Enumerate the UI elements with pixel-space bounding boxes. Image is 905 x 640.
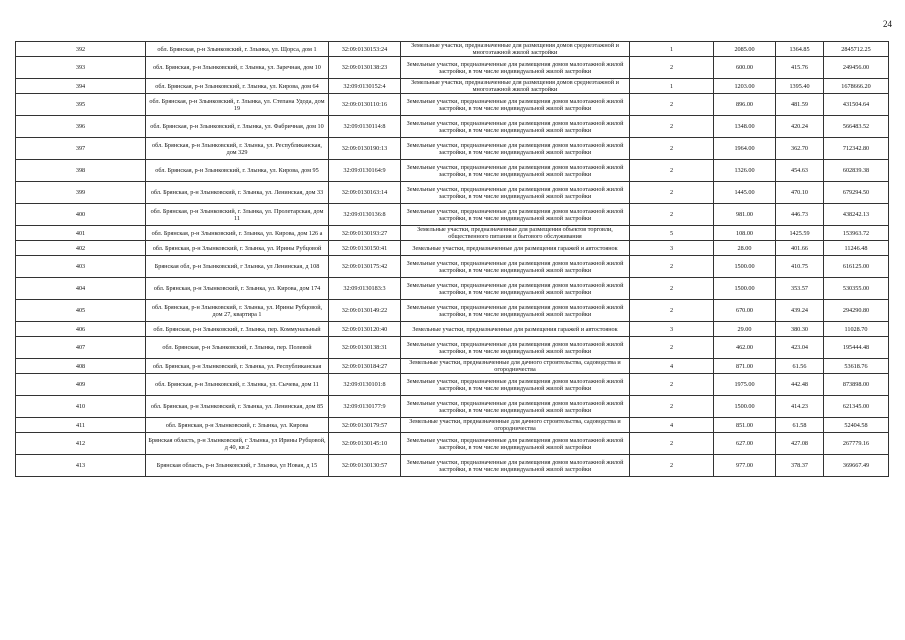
group-cell: 2 — [630, 204, 714, 226]
group-cell: 2 — [630, 433, 714, 455]
cadastral-value-cell: 530355.00 — [824, 278, 889, 300]
group-cell: 2 — [630, 374, 714, 396]
cadastral-value-cell: 369667.49 — [824, 455, 889, 477]
table-row — [16, 138, 889, 160]
land-use-cell: Земельные участки, предназначенные для размещения гаражей и автостоянок — [401, 241, 630, 256]
land-use-cell: Земельные участки, предназначенные для размещения домов малоэтажной жилой застройки, в том числе индивидуальной жилой застройки — [401, 94, 630, 116]
specific-value-cell: 415.76 — [776, 57, 824, 79]
table-row — [16, 256, 889, 278]
cadastral-value-cell: 249456.00 — [824, 57, 889, 79]
land-use-cell: Земельные участки, предназначенные для размещения домов малоэтажной жилой застройки, в том числе индивидуальной жилой застройки — [401, 116, 630, 138]
cadastral-number-cell: 32:09:0130150:41 — [329, 241, 401, 256]
address-cell: обл. Брянская, р-н Злынковский, г. Злынка, ул. Ирины Рубцовой — [146, 241, 329, 256]
specific-value-cell: 439.24 — [776, 300, 824, 322]
cadastral-number-cell: 32:09:0130120:40 — [329, 322, 401, 337]
area-cell: 1203.00 — [714, 79, 776, 94]
area-cell: 851.00 — [714, 418, 776, 433]
cadastral-number-cell: 32:09:0130177:9 — [329, 396, 401, 418]
land-use-cell: Земельные участки, предназначенные для размещения домов малоэтажной жилой застройки, в том числе индивидуальной жилой застройки — [401, 433, 630, 455]
group-cell: 1 — [630, 42, 714, 57]
cadastral-value-cell: 712342.80 — [824, 138, 889, 160]
group-cell: 2 — [630, 116, 714, 138]
area-cell: 1964.00 — [714, 138, 776, 160]
table-row — [16, 226, 889, 241]
land-use-cell: Земельные участки, предназначенные для размещения домов малоэтажной жилой застройки, в том числе индивидуальной жилой застройки — [401, 57, 630, 79]
row-number: 403 — [16, 256, 146, 278]
cadastral-number-cell: 32:09:0130153:24 — [329, 42, 401, 57]
table-row — [16, 79, 889, 94]
land-use-cell: Земельные участки, предназначенные для размещения домов малоэтажной жилой застройки, в том числе индивидуальной жилой застройки — [401, 182, 630, 204]
specific-value-cell: 470.10 — [776, 182, 824, 204]
row-number: 394 — [16, 79, 146, 94]
specific-value-cell: 61.56 — [776, 359, 824, 374]
land-use-cell: Земельные участки, предназначенные для размещения домов малоэтажной жилой застройки, в том числе индивидуальной жилой застройки — [401, 278, 630, 300]
cadastral-number-cell: 32:09:0130110:16 — [329, 94, 401, 116]
group-cell: 2 — [630, 278, 714, 300]
cadastral-value-cell: 53618.76 — [824, 359, 889, 374]
area-cell: 1348.00 — [714, 116, 776, 138]
row-number: 402 — [16, 241, 146, 256]
cadastral-number-cell: 32:09:0130136:8 — [329, 204, 401, 226]
land-use-cell: Земельные участки, предназначенные для размещения домов среднеэтажной и многоэтажной жилой застройки — [401, 42, 630, 57]
address-cell: обл. Брянская, р-н Злынковский, г. Злынка, пер. Полевой — [146, 337, 329, 359]
cadastral-value-cell: 438242.13 — [824, 204, 889, 226]
cadastral-value-cell: 431504.64 — [824, 94, 889, 116]
table-row — [16, 433, 889, 455]
cadastral-value-cell: 873898.00 — [824, 374, 889, 396]
area-cell: 2085.00 — [714, 42, 776, 57]
area-cell: 977.00 — [714, 455, 776, 477]
row-number: 393 — [16, 57, 146, 79]
area-cell: 1445.00 — [714, 182, 776, 204]
cadastral-value-cell: 679294.50 — [824, 182, 889, 204]
address-cell: обл. Брянская, р-н Злынковский, г. Злынка, ул. Кирова, дом 64 — [146, 79, 329, 94]
address-cell: Брянская область, р-н Злынковский, г Злынка, ул Ирины Рубцовой, д 40, кв 2 — [146, 433, 329, 455]
cadastral-value-cell: 11028.70 — [824, 322, 889, 337]
row-number: 400 — [16, 204, 146, 226]
cadastral-number-cell: 32:09:0130152:4 — [329, 79, 401, 94]
cadastral-value-cell: 621345.00 — [824, 396, 889, 418]
row-number: 401 — [16, 226, 146, 241]
specific-value-cell: 481.59 — [776, 94, 824, 116]
row-number: 413 — [16, 455, 146, 477]
row-number: 404 — [16, 278, 146, 300]
group-cell: 2 — [630, 455, 714, 477]
land-use-cell: Земельные участки, предназначенные для размещения домов малоэтажной жилой застройки, в том числе индивидуальной жилой застройки — [401, 337, 630, 359]
land-use-cell: Земельные участки, предназначенные для дачного строительства, садоводства и огородничества — [401, 418, 630, 433]
row-number: 398 — [16, 160, 146, 182]
row-number: 395 — [16, 94, 146, 116]
table-row — [16, 42, 889, 57]
specific-value-cell: 454.63 — [776, 160, 824, 182]
cadastral-number-cell: 32:09:0130130:57 — [329, 455, 401, 477]
area-cell: 462.00 — [714, 337, 776, 359]
specific-value-cell: 446.73 — [776, 204, 824, 226]
address-cell: Брянская область, р-н Злынковский, г Злынка, ул Новая, д 15 — [146, 455, 329, 477]
cadastral-number-cell: 32:09:0130164:9 — [329, 160, 401, 182]
specific-value-cell: 353.57 — [776, 278, 824, 300]
table-row — [16, 374, 889, 396]
land-use-cell: Земельные участки, предназначенные для размещения домов малоэтажной жилой застройки, в том числе индивидуальной жилой застройки — [401, 455, 630, 477]
row-number: 412 — [16, 433, 146, 455]
land-use-cell: Земельные участки, предназначенные для размещения гаражей и автостоянок — [401, 322, 630, 337]
area-cell: 29.00 — [714, 322, 776, 337]
group-cell: 5 — [630, 226, 714, 241]
table-row — [16, 300, 889, 322]
address-cell: обл. Брянская, р-н Злынковский, г. Злынка, ул. Кирова, дом 174 — [146, 278, 329, 300]
cadastral-value-cell: 1678666.20 — [824, 79, 889, 94]
cadastral-value-cell: 195444.48 — [824, 337, 889, 359]
row-number: 405 — [16, 300, 146, 322]
row-number: 408 — [16, 359, 146, 374]
table-row — [16, 160, 889, 182]
cadastral-number-cell: 32:09:0130114:8 — [329, 116, 401, 138]
cadastral-number-cell: 32:09:0130101:8 — [329, 374, 401, 396]
specific-value-cell: 410.75 — [776, 256, 824, 278]
address-cell: обл. Брянская, р-н Злынковский, г. Злынка, ул. Ленинская, дом 33 — [146, 182, 329, 204]
specific-value-cell: 427.08 — [776, 433, 824, 455]
land-use-cell: Земельные участки, предназначенные для размещения объектов торговли, общественного питания и бытового обслуживания — [401, 226, 630, 241]
specific-value-cell: 362.70 — [776, 138, 824, 160]
row-number: 407 — [16, 337, 146, 359]
specific-value-cell: 1425.59 — [776, 226, 824, 241]
area-cell: 981.00 — [714, 204, 776, 226]
table-body — [16, 42, 889, 477]
area-cell: 1500.00 — [714, 396, 776, 418]
cadastral-value-cell: 602839.38 — [824, 160, 889, 182]
land-use-cell: Земельные участки, предназначенные для размещения домов малоэтажной жилой застройки, в том числе индивидуальной жилой застройки — [401, 204, 630, 226]
specific-value-cell: 378.37 — [776, 455, 824, 477]
cadastral-value-cell: 294290.80 — [824, 300, 889, 322]
table-row — [16, 57, 889, 79]
area-cell: 1326.00 — [714, 160, 776, 182]
land-registry-table — [15, 41, 889, 477]
land-use-cell: Земельные участки, предназначенные для размещения домов среднеэтажной и многоэтажной жилой застройки — [401, 79, 630, 94]
land-use-cell: Земельные участки, предназначенные для размещения домов малоэтажной жилой застройки, в том числе индивидуальной жилой застройки — [401, 160, 630, 182]
address-cell: обл. Брянская, р-н Злынковский, г. Злынка, ул. Кирова, дом 126 а — [146, 226, 329, 241]
area-cell: 28.00 — [714, 241, 776, 256]
address-cell: обл. Брянская, р-н Злынковский, г. Злынка, ул. Кирова, дом 95 — [146, 160, 329, 182]
area-cell: 670.00 — [714, 300, 776, 322]
group-cell: 1 — [630, 79, 714, 94]
land-use-cell: Земельные участки, предназначенные для размещения домов малоэтажной жилой застройки, в том числе индивидуальной жилой застройки — [401, 374, 630, 396]
cadastral-number-cell: 32:09:0130190:13 — [329, 138, 401, 160]
table-row — [16, 418, 889, 433]
specific-value-cell: 401.66 — [776, 241, 824, 256]
table-row — [16, 322, 889, 337]
address-cell: Брянская обл, р-н Злынковский, г Злынка, ул Ленинская, д 108 — [146, 256, 329, 278]
group-cell: 4 — [630, 359, 714, 374]
address-cell: обл. Брянская, р-н Злынковский, г. Злынка, ул. Ленинская, дом 85 — [146, 396, 329, 418]
area-cell: 896.00 — [714, 94, 776, 116]
address-cell: обл. Брянская, р-н Злынковский, г. Злынка, ул. Сычева, дом 11 — [146, 374, 329, 396]
specific-value-cell: 442.48 — [776, 374, 824, 396]
cadastral-value-cell: 153963.72 — [824, 226, 889, 241]
address-cell: обл. Брянская, р-н Злынковский, г. Злынка, ул. Республиканская, дом 329 — [146, 138, 329, 160]
table-row — [16, 241, 889, 256]
group-cell: 2 — [630, 182, 714, 204]
table-row — [16, 396, 889, 418]
address-cell: обл. Брянская, р-н Злынковский, г. Злынка, ул. Щорса, дом 1 — [146, 42, 329, 57]
area-cell: 1500.00 — [714, 256, 776, 278]
specific-value-cell: 1364.85 — [776, 42, 824, 57]
cadastral-number-cell: 32:09:0130179:57 — [329, 418, 401, 433]
area-cell: 1975.00 — [714, 374, 776, 396]
specific-value-cell: 420.24 — [776, 116, 824, 138]
table-row — [16, 116, 889, 138]
group-cell: 2 — [630, 300, 714, 322]
group-cell: 2 — [630, 396, 714, 418]
row-number: 399 — [16, 182, 146, 204]
land-use-cell: Земельные участки, предназначенные для размещения домов малоэтажной жилой застройки, в том числе индивидуальной жилой застройки — [401, 396, 630, 418]
specific-value-cell: 414.23 — [776, 396, 824, 418]
cadastral-number-cell: 32:09:0130175:42 — [329, 256, 401, 278]
specific-value-cell: 380.30 — [776, 322, 824, 337]
table-row — [16, 204, 889, 226]
cadastral-value-cell: 2845712.25 — [824, 42, 889, 57]
row-number: 392 — [16, 42, 146, 57]
area-cell: 871.00 — [714, 359, 776, 374]
cadastral-number-cell: 32:09:0130163:14 — [329, 182, 401, 204]
address-cell: обл. Брянская, р-н Злынковский, г. Злынка, ул. Республиканская — [146, 359, 329, 374]
group-cell: 3 — [630, 241, 714, 256]
row-number: 409 — [16, 374, 146, 396]
table-row — [16, 278, 889, 300]
address-cell: обл. Брянская, р-н Злынковский, г. Злынка, ул. Фабричная, дом 10 — [146, 116, 329, 138]
area-cell: 108.00 — [714, 226, 776, 241]
row-number: 396 — [16, 116, 146, 138]
specific-value-cell: 61.58 — [776, 418, 824, 433]
table-row — [16, 359, 889, 374]
specific-value-cell: 1395.40 — [776, 79, 824, 94]
area-cell: 1500.00 — [714, 278, 776, 300]
group-cell: 2 — [630, 160, 714, 182]
group-cell: 4 — [630, 418, 714, 433]
area-cell: 600.00 — [714, 57, 776, 79]
cadastral-value-cell: 566483.52 — [824, 116, 889, 138]
address-cell: обл. Брянская, р-н Злынковский, г. Злынка, ул. Заречная, дом 10 — [146, 57, 329, 79]
page-number: 24 — [883, 19, 892, 29]
cadastral-value-cell: 52404.58 — [824, 418, 889, 433]
cadastral-number-cell: 32:09:0130193:27 — [329, 226, 401, 241]
group-cell: 2 — [630, 138, 714, 160]
table-row — [16, 182, 889, 204]
land-use-cell: Земельные участки, предназначенные для размещения домов малоэтажной жилой застройки, в том числе индивидуальной жилой застройки — [401, 138, 630, 160]
row-number: 406 — [16, 322, 146, 337]
specific-value-cell: 423.04 — [776, 337, 824, 359]
cadastral-value-cell: 267779.16 — [824, 433, 889, 455]
cadastral-number-cell: 32:09:0130149:22 — [329, 300, 401, 322]
address-cell: обл. Брянская, р-н Злынковский, г. Злынка, ул. Степана Удода, дом 19 — [146, 94, 329, 116]
group-cell: 2 — [630, 57, 714, 79]
row-number: 411 — [16, 418, 146, 433]
land-use-cell: Земельные участки, предназначенные для дачного строительства, садоводства и огородничества — [401, 359, 630, 374]
group-cell: 2 — [630, 256, 714, 278]
group-cell: 3 — [630, 322, 714, 337]
cadastral-number-cell: 32:09:0130145:10 — [329, 433, 401, 455]
cadastral-number-cell: 32:09:0130138:31 — [329, 337, 401, 359]
address-cell: обл. Брянская, р-н Злынковский, г. Злынка, ул. Пролетарская, дом 11 — [146, 204, 329, 226]
land-use-cell: Земельные участки, предназначенные для размещения домов малоэтажной жилой застройки, в том числе индивидуальной жилой застройки — [401, 300, 630, 322]
group-cell: 2 — [630, 337, 714, 359]
cadastral-number-cell: 32:09:0130184:27 — [329, 359, 401, 374]
cadastral-value-cell: 11246.48 — [824, 241, 889, 256]
table-row — [16, 337, 889, 359]
address-cell: обл. Брянская, р-н Злынковский, г. Злынка, ул. Ирины Рубцовой, дом 27, квартира 1 — [146, 300, 329, 322]
address-cell: обл. Брянская, р-н Злынковский, г. Злынка, ул. Кирова — [146, 418, 329, 433]
area-cell: 627.00 — [714, 433, 776, 455]
cadastral-number-cell: 32:09:0130183:3 — [329, 278, 401, 300]
group-cell: 2 — [630, 94, 714, 116]
land-use-cell: Земельные участки, предназначенные для размещения домов малоэтажной жилой застройки, в том числе индивидуальной жилой застройки — [401, 256, 630, 278]
cadastral-number-cell: 32:09:0130138:23 — [329, 57, 401, 79]
table-row — [16, 94, 889, 116]
address-cell: обл. Брянская, р-н Злынковский, г. Злынка, пер. Коммунальный — [146, 322, 329, 337]
table-row — [16, 455, 889, 477]
cadastral-value-cell: 616125.00 — [824, 256, 889, 278]
row-number: 397 — [16, 138, 146, 160]
row-number: 410 — [16, 396, 146, 418]
